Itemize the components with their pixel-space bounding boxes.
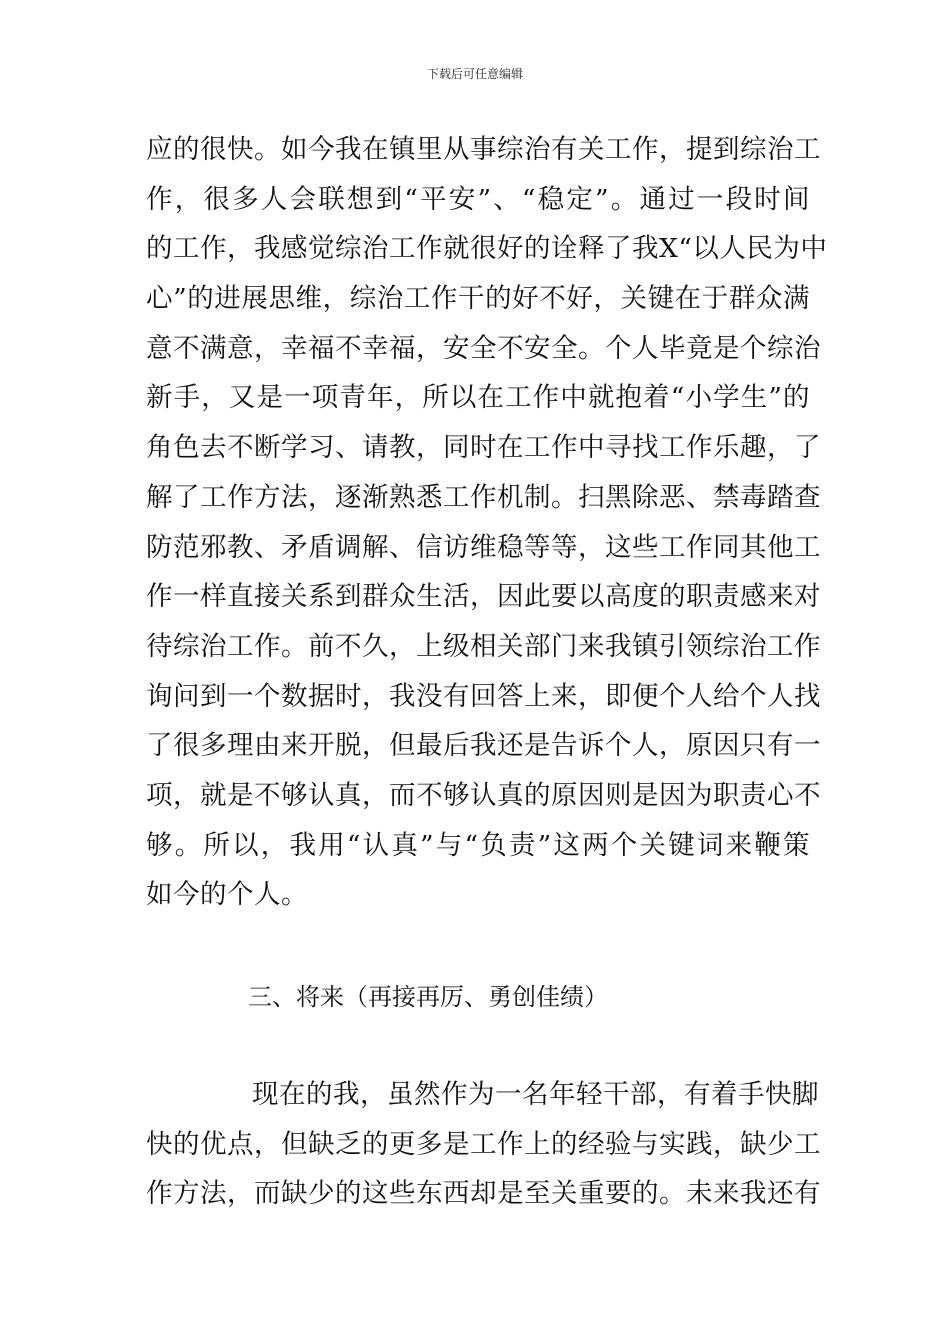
paragraph-line: 现在的我，虽然作为一名年轻干部，有着手快脚 xyxy=(252,1079,819,1110)
paragraph-line: 作，很多人会联想到“平安”、“稳定”。通过一段时间 xyxy=(146,183,810,215)
paragraph-line: 心”的进展思维，综治工作干的好不好，关键在于群众满 xyxy=(146,283,810,315)
paragraph-line: 应的很快。如今我在镇里从事综治有关工作，提到综治工 xyxy=(146,134,821,165)
paragraph-line: 的工作，我感觉综治工作就很好的诠释了我X“以人民为中 xyxy=(146,233,828,265)
paragraph-line: 角色去不断学习、请教，同时在工作中寻找工作乐趣，了 xyxy=(146,432,821,464)
paragraph-line: 新手，又是一项青年，所以在工作中就抱着“小学生”的 xyxy=(146,382,810,414)
paragraph-line: 解了工作方法，逐渐熟悉工作机制。扫黑除恶、禁毒踏查 xyxy=(146,481,821,513)
paragraph-line: 作一样直接关系到群众生活，因此要以高度的职责感来对 xyxy=(146,581,821,613)
paragraph-line: 意不满意，幸福不幸福，安全不安全。个人毕竟是个综治 xyxy=(146,332,821,364)
page-header: 下载后可任意编辑 xyxy=(426,67,523,81)
paragraph-line: 待综治工作。前不久，上级相关部门来我镇引领综治工作 xyxy=(146,630,821,662)
paragraph-line: 项，就是不够认真，而不够认真的原因则是因为职责心不 xyxy=(146,779,821,811)
paragraph-line: 作方法，而缺少的这些东西却是至关重要的。未来我还有 xyxy=(146,1178,821,1210)
paragraph-line: 防范邪教、矛盾调解、信访维稳等等，这些工作同其他工 xyxy=(146,531,821,563)
paragraph-line: 快的优点，但缺乏的更多是工作上的经验与实践，缺少工 xyxy=(146,1128,821,1160)
paragraph-line: 够。所以，我用“认真”与“负责”这两个关键词来鞭策 xyxy=(146,829,810,861)
paragraph-line: 了很多理由来开脱，但最后我还是告诉个人，原因只有一 xyxy=(146,730,821,762)
paragraph-line: 如今的个人。 xyxy=(146,879,308,911)
section-heading: 三、将来（再接再厉、勇创佳绩） xyxy=(248,983,608,1011)
paragraph-2 xyxy=(146,1070,821,1219)
paragraph-line: 询问到一个数据时，我没有回答上来，即便个人给个人找 xyxy=(146,680,821,712)
paragraph-1 xyxy=(146,125,828,920)
